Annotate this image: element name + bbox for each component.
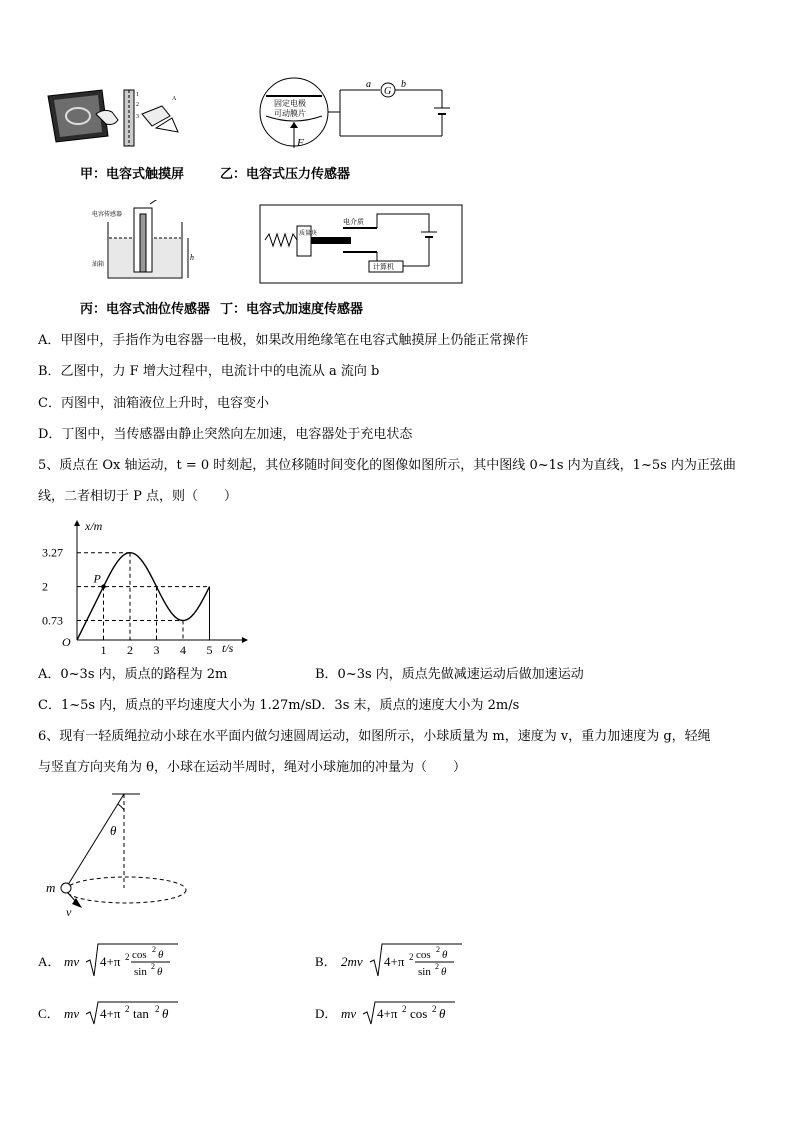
svg-text:4+π: 4+π <box>384 954 405 969</box>
point-p-label: P <box>93 571 101 586</box>
y-tick-label: 0.73 <box>42 613 63 628</box>
y-axis-label: x/m <box>85 519 103 533</box>
force-label: F <box>297 137 304 149</box>
svg-text:θ: θ <box>162 1006 169 1021</box>
computer-label: 计算机 <box>373 263 394 271</box>
q6-option-d-letter: D． <box>315 1006 338 1021</box>
membrane-label: 可动膜片 <box>274 109 306 118</box>
xt-graph <box>38 518 248 658</box>
fig-ding-caption: 丁：电容式加速度传感器 <box>220 302 364 317</box>
orbit <box>66 877 186 903</box>
velocity-label: v <box>66 905 72 919</box>
theta-label: θ <box>110 823 117 838</box>
q6-option-c-letter: C． <box>38 1006 60 1021</box>
x-tick-label: 2 <box>127 643 133 657</box>
svg-text:θ: θ <box>157 966 163 978</box>
svg-text:2: 2 <box>151 962 155 971</box>
q4-option-a: A．甲图中，手指作为电容器一电极，如果改用绝缘笔在电容式触摸屏上仍能正常操作 <box>38 333 529 348</box>
oil-level-sensor-figure <box>90 200 200 282</box>
svg-text:4+π: 4+π <box>377 1006 398 1021</box>
q6-option-a <box>38 940 238 982</box>
y-tick-label: 3.27 <box>42 545 63 560</box>
pressure-sensor-figure <box>254 76 454 154</box>
fig-bing-caption: 丙：电容式油位传感器 <box>80 302 211 317</box>
q6-option-c-coef: mv <box>64 1006 80 1021</box>
ball <box>61 883 71 893</box>
q6-option-d <box>315 1000 515 1030</box>
svg-text:4+π: 4+π <box>100 1006 121 1021</box>
svg-text:2: 2 <box>155 1004 160 1014</box>
q6-option-b-coef: 2mv <box>341 954 363 969</box>
fig-jia-caption: 甲：电容式触摸屏 <box>80 167 185 182</box>
q5-stem-line1: 5、质点在 Ox 轴运动，t = 0 时刻起，其位移随时间变化的图像如图所示，其中图线 0~1s 内为直线，1~5s 内为正弦曲 <box>38 458 736 473</box>
svg-text:2: 2 <box>152 945 156 954</box>
q4-option-c: C．丙图中，油箱液位上升时，电容变小 <box>38 396 269 411</box>
q6-option-d-coef: mv <box>341 1006 357 1021</box>
svg-text:1: 1 <box>136 92 139 98</box>
q5-option-a: A．0~3s 内，质点的路程为 2m <box>38 667 228 682</box>
svg-text:2: 2 <box>402 1004 407 1014</box>
q5-option-c: C．1~5s 内，质点的平均速度大小为 1.27m/s <box>38 698 312 713</box>
svg-text:cos: cos <box>416 949 431 961</box>
q6-option-c <box>38 1000 238 1030</box>
x-tick-label: 4 <box>180 643 186 657</box>
q4-option-d: D．丁图中，当传感器由静止突然向左加速，电容器处于充电状态 <box>38 427 413 442</box>
y-tick-label: 2 <box>42 579 48 594</box>
svg-text:cos: cos <box>132 949 147 961</box>
fig-yi-caption: 乙：电容式压力传感器 <box>220 167 351 182</box>
tank-label: 油箱 <box>92 262 105 268</box>
q6-stem-line1: 6、现有一轻质绳拉动小球在水平面内做匀速圆周运动，如图所示，小球质量为 m，速度为 v，重力加速度为 g，轻绳 <box>38 729 711 744</box>
conical-pendulum-figure <box>40 790 200 925</box>
svg-text:A: A <box>172 96 177 102</box>
svg-text:2: 2 <box>435 962 439 971</box>
q6-option-b-letter: B． <box>315 954 337 969</box>
h-label: h <box>190 253 194 262</box>
series-line-segment <box>77 587 104 640</box>
point-p <box>101 584 105 588</box>
svg-text:4+π: 4+π <box>100 954 121 969</box>
x-axis-label: t/s <box>222 641 234 655</box>
svg-text:3: 3 <box>136 114 139 120</box>
terminal-a-label: a <box>366 79 371 90</box>
svg-text:sin: sin <box>418 966 431 978</box>
svg-text:2: 2 <box>432 1004 437 1014</box>
sensor-label: 电容传感器 <box>92 212 123 218</box>
svg-text:θ: θ <box>441 966 447 978</box>
q5-option-d: D．3s 末，质点的速度大小为 2m/s <box>311 698 520 713</box>
x-tick-label: 1 <box>100 643 107 657</box>
svg-text:θ: θ <box>442 949 448 961</box>
svg-text:cos: cos <box>410 1006 428 1021</box>
dielectric-label: 电介质 <box>343 218 364 226</box>
string <box>66 794 124 888</box>
svg-text:2: 2 <box>136 102 139 108</box>
svg-text:2: 2 <box>125 952 130 962</box>
q4-option-b: B．乙图中，力 F 增大过程中，电流计中的电流从 a 流向 b <box>38 364 380 379</box>
x-tick-label: 5 <box>206 643 213 657</box>
svg-text:2: 2 <box>409 952 414 962</box>
q6-option-a-letter: A． <box>38 954 61 969</box>
svg-text:tan: tan <box>133 1006 149 1021</box>
q6-option-a-coef: mv <box>64 954 80 969</box>
x-tick-label: 3 <box>153 643 160 657</box>
q6-stem-line2: 与竖直方向夹角为 θ，小球在运动半周时，绳对小球施加的冲量为（ ） <box>38 760 466 775</box>
q5-stem-line2: 线，二者相切于 P 点，则（ ） <box>38 489 238 504</box>
q6-option-b <box>315 940 515 982</box>
origin-label: O <box>62 635 71 649</box>
mass-label: m <box>46 880 56 895</box>
svg-text:θ: θ <box>158 949 164 961</box>
fixed-plate-label: 固定电极 <box>274 99 306 108</box>
acceleration-sensor-figure <box>259 204 463 284</box>
mass-label: 质量块 <box>299 231 318 237</box>
touch-screen-figure <box>44 84 194 156</box>
svg-text:θ: θ <box>439 1006 446 1021</box>
svg-text:2: 2 <box>436 945 440 954</box>
terminal-b-label: b <box>401 79 406 90</box>
svg-text:sin: sin <box>134 966 147 978</box>
svg-text:2: 2 <box>125 1004 130 1014</box>
galvanometer-label: G <box>384 86 392 97</box>
q5-option-b: B．0~3s 内，质点先做减速运动后做加速运动 <box>315 667 584 682</box>
